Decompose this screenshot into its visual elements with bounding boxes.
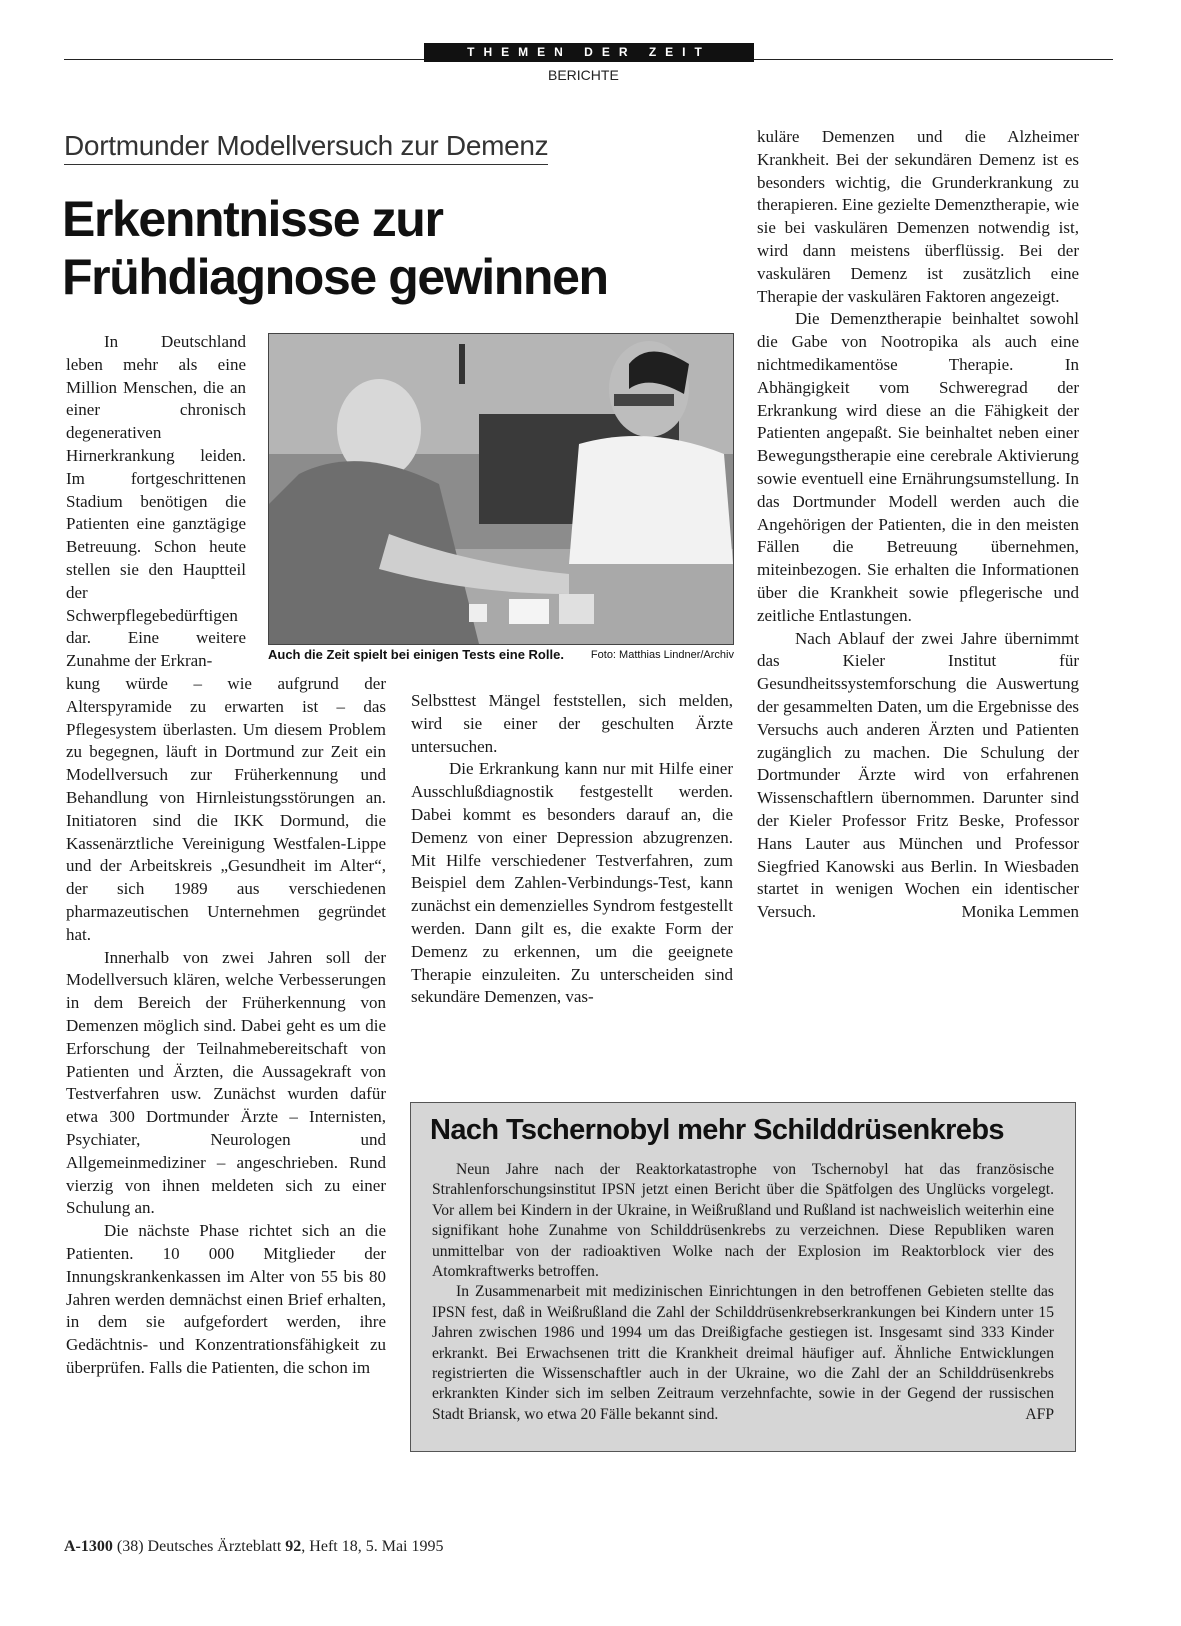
section-label: BERICHTE [548, 67, 619, 83]
headline-line-2: Frühdiagnose gewinnen [62, 249, 608, 305]
paragraph: kung würde – wie aufgrund der Alterspyramide zu erwarten ist – das Pflegesystem überlasten. Um diesem Problem zu begegnen, läuft in Dortmund zur Zeit ein Modellversuch zur Früherkennung und Behandlung von Hirnleistungsstörungen an. Initiatoren sind die IKK Dormund, die Kassenärztliche Vereinigung Westfalen-Lippe und der Arbeitskreis „Gesundheit im Alter“, der sich 1989 aus verschiedenen pharmazeutischen Unternehmen gegründet hat. [66, 674, 386, 944]
column-1 [66, 673, 386, 1380]
paragraph: Selbsttest Mängel feststellen, sich melden, wird sie einer der geschulten Ärzte untersuchen. [411, 691, 733, 756]
paragraph: Neun Jahre nach der Reaktorkatastrophe von Tschernobyl hat das französische Strahlenforschungsinstitut IPSN jetzt einen Bericht über die Spätfolgen des Unglücks vorgelegt. Vor allem bei Kindern in der Ukraine, in Weißrußland und Rußland ist nachweislich weiterhin eine signifikant hohe Zunahme von Schilddrüsenkrebs zu verzeichnen. Diese Republiken waren unmittelbar von der radioaktiven Wolke nach der Explosion im Reaktorblock vier des Atomkraftwerks betroffen. [432, 1161, 1054, 1281]
page-footer [64, 1538, 443, 1556]
paragraph-text: Nach Ablauf der zwei Jahre übernimmt das Kieler Institut für Gesundheitssystemforschung die Auswertung der gesammelten Daten, um die Ergebnisse des Versuchs auch anderen Ärzten und Patienten zugänglich zu machen. Die Schulung der Dortmunder Ärzte wird von erfahrenen Wissenschaftlern übernommen. Darunter sind der Kieler Professor Fritz Beske, Professor Hans Lauter aus München und Professor Siegfried Kanowski aus Berlin. In Wiesbaden startet in wenigen Wochen ein identischer Versuch. [757, 628, 1079, 922]
section-kicker: THEMEN DER ZEIT [424, 43, 754, 62]
headline-line-1: Erkenntnisse zur [62, 191, 443, 247]
news-box-title: Nach Tschernobyl mehr Schilddrüsenkrebs [430, 1114, 1004, 1146]
paragraph: Innerhalb von zwei Jahren soll der Modellversuch klären, welche Verbesserungen in dem Bereich der Früherkennung von Demenzen möglich sind. Dabei geht es um die Erforschung der Teilnahmebereitschaft von Patienten und Ärzten, die Aussagekraft von Testverfahren usw. Zunächst wurden dafür etwa 300 Dortmunder Ärzte – Internisten, Psychiater, Neurologen und Allgemeinmediziner – angeschrieben. Rund vierzig von ihnen meldeten sich zu einer Schulung an. [66, 947, 386, 1218]
caption-text: Auch die Zeit spielt bei einigen Tests eine Rolle. [268, 647, 564, 662]
footer-volume: 92 [285, 1538, 302, 1555]
article-overline: Dortmunder Modellversuch zur Demenz [64, 130, 548, 165]
news-box-body [432, 1160, 1054, 1425]
photo-caption [268, 647, 734, 662]
column-3 [757, 126, 1079, 924]
column-1-top [66, 331, 246, 673]
paragraph: In Deutschland leben mehr als eine Million Menschen, die an einer chronisch degenerativen Hirnerkrankung leiden. Im fortgeschrittenen Stadium benötigen die Patienten eine ganztägige Betreuung. Schon heute stellen sie den Hauptteil der Schwerpflegebedürftigen dar. Eine weitere Zunahme der Erkran- [66, 332, 246, 671]
paragraph: Die nächste Phase richtet sich an die Patienten. 10 000 Mitglieder der Innungskrankenkassen im Alter von 55 bis 80 Jahren werden demnächst einen Brief erhalten, in dem sie aufgefordert werden, ihre Gedächtnis- und Konzentrationsfähigkeit zu überprüfen. Falls die Patienten, die schon im [66, 1221, 386, 1377]
paragraph-text: In Zusammenarbeit mit medizinischen Einrichtungen in den betroffenen Gebieten stellte das IPSN fest, daß in Weißrußland die Zahl der Schilddrüsenkrebserkrankungen bei Kindern unter 15 Jahren zwischen 1986 und 1994 um das Dreißigfache gestiegen ist. Insgesamt sind 333 Kinder erkrankt. Bei Erwachsenen tritt die Krankheit dreimal häufiger auf. Ähnliche Entwicklungen registrierten die Wissenschaftler auch in der Ukraine, wo die Zahl der an Schilddrüsenkrebs erkrankten Kinder sich im selben Zeitraum verzehnfachte, sowie in der Gegend der russischen Stadt Briansk, wo etwa 20 Fälle bekannt sind. [432, 1283, 1054, 1423]
column-2 [411, 690, 733, 1009]
footer-issue: , Heft 18, 5. Mai 1995 [301, 1538, 444, 1555]
photo-credit: Foto: Matthias Lindner/Archiv [590, 649, 734, 661]
paragraph [432, 1282, 1054, 1425]
page-number: A-1300 [64, 1538, 113, 1555]
author-name: Monika Lemmen [961, 902, 1079, 922]
photo-illustration [269, 334, 733, 644]
paragraph: kuläre Demenzen und die Alzheimer Krankheit. Bei der sekundären Demenz ist es besonders wichtig, die Grunderkrankung zu therapieren. Eine gezielte Demenztherapie, wie sie bei vaskulären Demenzen notwendig ist, wird dann meistens überflüssig. Bei der vaskulären Demenz ist zusätzlich eine Therapie der vaskulären Faktoren angezeigt. [757, 127, 1079, 306]
footer-publication: (38) Deutsches Ärzteblatt [116, 1538, 282, 1555]
news-agency: AFP [1025, 1405, 1054, 1423]
paragraph [757, 628, 1079, 924]
article-photo [268, 333, 734, 645]
paragraph: Die Demenztherapie beinhaltet sowohl die Gabe von Nootropika als auch eine nichtmedikamentöse Therapie. In Abhängigkeit vom Schweregrad der Erkrankung wird diese an die Fähigkeit der Patienten angepaßt. Sie beinhaltet neben einer Bewegungstherapie eine cerebrale Aktivierung sowie eventuell eine Ernährungsumstellung. In das Dortmunder Modell werden auch die Angehörigen der Patienten, die in den meisten Fällen die Betreuung übernehmen, miteinbezogen. Sie erhalten die Informationen über die Krankheit sowie pflegerische und zeitliche Entlastungen. [757, 309, 1079, 625]
paragraph: Die Erkrankung kann nur mit Hilfe einer Ausschlußdiagnostik festgestellt werden. Dabei kommt es besonders darauf an, die Demenz von einer Depression abzugrenzen. Mit Hilfe verschiedener Testverfahren, zum Beispiel dem Zahlen-Verbindungs-Test, kann zunächst ein demenzielles Syndrom festgestellt werden. Dann gilt es, die exakte Form der Demenz zu erkennen, um die geeignete Therapie einzuleiten. Zu unterscheiden sind sekundäre Demenzen, vas- [411, 759, 733, 1007]
article-headline [62, 190, 722, 306]
